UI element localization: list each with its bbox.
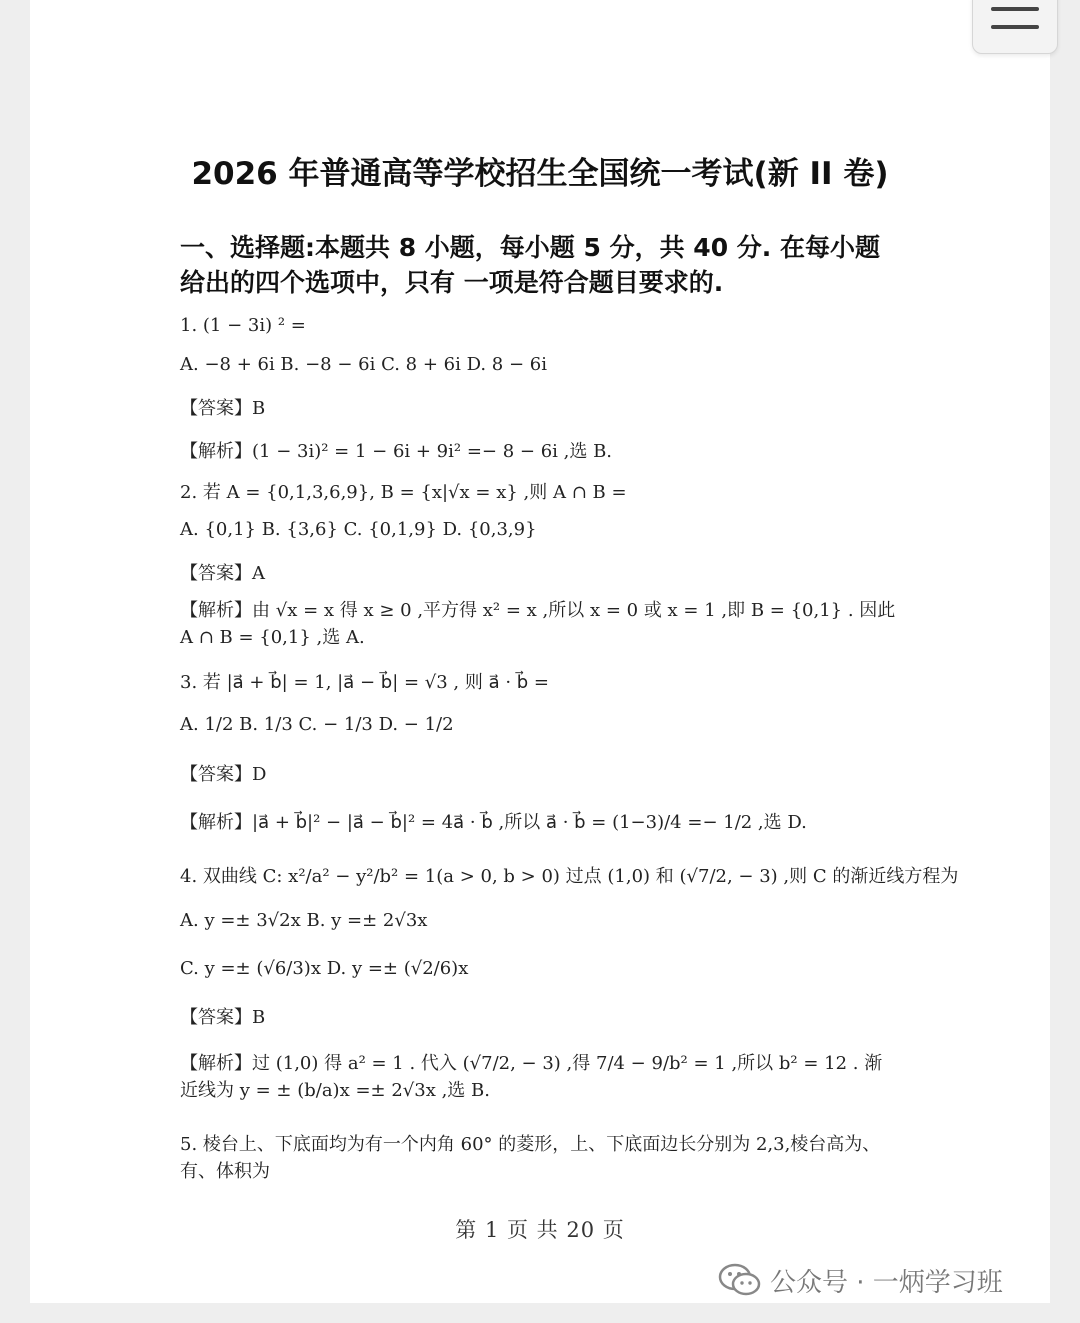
hamburger-menu-icon-line bbox=[991, 25, 1039, 29]
menu-button[interactable] bbox=[972, 0, 1058, 54]
document-title: 2026 年普通高等学校招生全国统一考试(新 II 卷) bbox=[191, 156, 889, 192]
watermark bbox=[718, 1262, 1003, 1298]
hamburger-menu-icon bbox=[991, 7, 1039, 11]
section-heading: 一、选择题:本题共 8 小题，每小题 5 分，共 40 分. 在每小题给出的四个选项中，只有 一项是符合题目要求的. bbox=[180, 233, 881, 297]
wechat-icon bbox=[718, 1262, 762, 1298]
question-2-answer: 【答案】A bbox=[180, 563, 265, 584]
question-1-options: A. −8 + 6i B. −8 − 6i C. 8 + 6i D. 8 − 6i bbox=[180, 354, 547, 375]
question-5-stem: 5. 棱台上、下底面均为有一个内角 60° 的菱形，上、下底面边长分别为 2,3,棱台高为、有、体积为 bbox=[180, 1134, 881, 1182]
question-1-answer: 【答案】B bbox=[180, 398, 266, 419]
question-1-analysis: 【解析】(1 − 3i)² = 1 − 6i + 9i² =− 8 − 6i ,选 B. bbox=[180, 441, 613, 462]
question-2-analysis: 【解析】由 √x = x 得 x ≥ 0 ,平方得 x² = x ,所以 x = 0 或 x = 1 ,即 B = {0,1} . 因此 A ∩ B = {0,1} ,选 A. bbox=[180, 600, 896, 648]
document-page bbox=[30, 0, 1050, 1303]
question-2-stem: 2. 若 A = {0,1,3,6,9}, B = {x|√x = x} ,则 A ∩ B = bbox=[180, 482, 627, 503]
page-footer: 第 1 页 共 20 页 bbox=[455, 1218, 625, 1242]
question-4-options-ab: A. y =± 3√2x B. y =± 2√3x bbox=[180, 910, 428, 931]
question-2-options: A. {0,1} B. {3,6} C. {0,1,9} D. {0,3,9} bbox=[180, 519, 537, 540]
question-3-analysis: 【解析】|a⃗ + b⃗|² − |a⃗ − b⃗|² = 4a⃗ · b⃗ ,所以 a⃗ · b⃗ = (1−3)/4 =− 1/2 ,选 D. bbox=[180, 812, 807, 833]
question-4-analysis: 【解析】过 (1,0) 得 a² = 1 . 代入 (√7/2, − 3) ,得 7/4 − 9/b² = 1 ,所以 b² = 12 . 渐近线为 y = ± (b/a)x =± 2√3x ,选 B. bbox=[180, 1053, 883, 1101]
question-3-options: A. 1/2 B. 1/3 C. − 1/3 D. − 1/2 bbox=[180, 714, 454, 735]
question-3-stem: 3. 若 |a⃗ + b⃗| = 1, |a⃗ − b⃗| = √3 , 则 a⃗ · b⃗ = bbox=[180, 672, 550, 693]
question-4-answer: 【答案】B bbox=[180, 1007, 266, 1028]
question-4-stem: 4. 双曲线 C: x²/a² − y²/b² = 1(a > 0, b > 0) 过点 (1,0) 和 (√7/2, − 3) ,则 C 的渐近线方程为 bbox=[180, 866, 959, 887]
question-3-answer: 【答案】D bbox=[180, 764, 267, 785]
question-1-stem: 1. (1 − 3i) ² = bbox=[180, 315, 306, 336]
question-4-options-cd: C. y =± (√6/3)x D. y =± (√2/6)x bbox=[180, 958, 469, 979]
watermark-text: 公众号 · 一炳学习班 bbox=[770, 1267, 1003, 1298]
